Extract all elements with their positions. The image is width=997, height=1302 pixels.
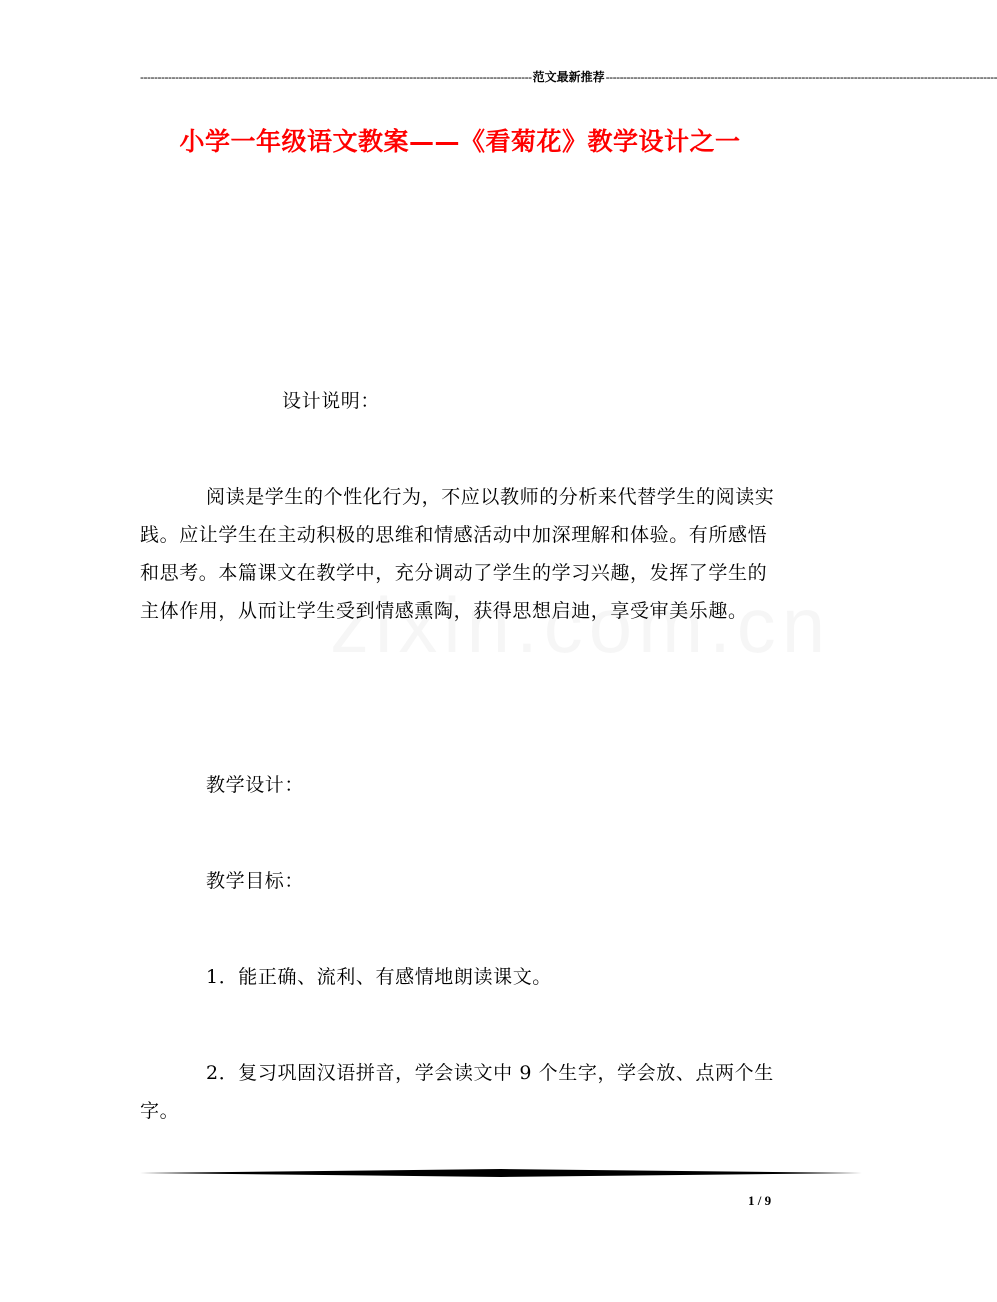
teaching-design-heading: 教学设计： [206,774,305,796]
design-note-paragraph: 阅读是学生的个性化行为，不应以教师的分析来代替学生的阅读实践。应让学生在主动积极的思维和情感活动中加深理解和体验。有所感悟和思考。本篇课文在教学中，充分调动了学生的学习兴趣，发挥了学生的主体作用，从而让学生受到情感熏陶，获得思想启迪，享受审美乐趣。 [140,486,775,622]
document-title: 小学一年级语文教案——《看菊花》教学设计之一 [179,127,741,156]
header-label: 范文最新推荐 [532,70,605,84]
header-dash-left: ---------------------------------------------------------------------------------------------------------------- [140,70,532,84]
teaching-goals-heading: 教学目标： [206,870,305,892]
header-rule [140,70,997,84]
goal-item-2: 2．复习巩固汉语拼音，学会读文中 9 个生字，学会放、点两个生字。 [140,1062,774,1122]
page-number: 1 / 9 [748,1193,772,1208]
footer-divider [140,1168,862,1178]
header-dash-right: ---------------------------------------------------------------------------------------------------------------- [605,70,997,84]
goal-item-1: 1．能正确、流利、有感情地朗读课文。 [206,966,552,988]
design-note-heading: 设计说明： [282,390,381,412]
